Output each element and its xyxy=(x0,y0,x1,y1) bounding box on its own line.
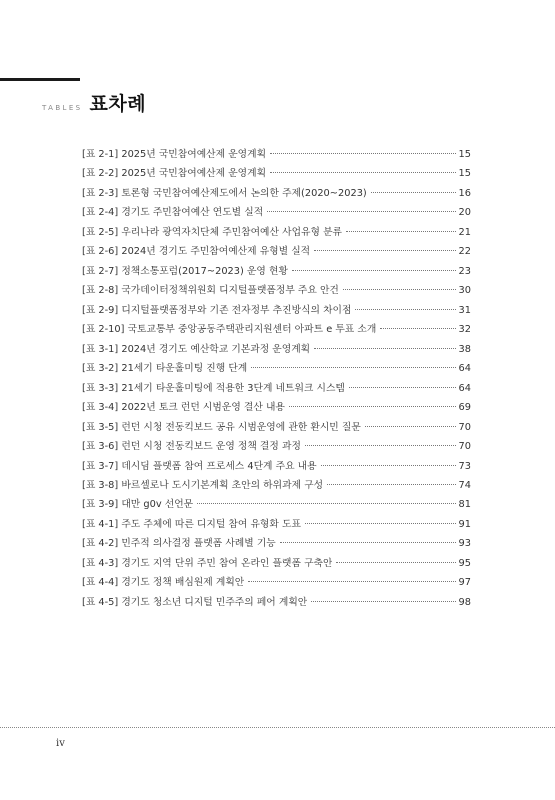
dot-leader xyxy=(289,406,456,407)
dot-leader xyxy=(343,289,456,290)
toc-entry-page: 20 xyxy=(458,207,471,219)
toc-entry[interactable] xyxy=(82,534,471,553)
toc-entry-label: [표 2-4] 경기도 주민참여예산 연도별 실적 xyxy=(82,207,264,219)
toc-entry-label: [표 3-8] 바르셀로나 도시기본계획 초안의 하위과제 구성 xyxy=(82,479,324,491)
toc-entry[interactable] xyxy=(82,145,471,164)
toc-entry[interactable] xyxy=(82,340,471,359)
dot-leader xyxy=(280,542,456,543)
dot-leader xyxy=(349,387,456,388)
toc-entry-label: [표 3-6] 런던 시청 전동킥보드 운영 정책 결정 과정 xyxy=(82,441,301,453)
toc-entry-label: [표 4-2] 민주적 의사결정 플랫폼 사례별 기능 xyxy=(82,538,276,550)
toc-entry[interactable] xyxy=(82,437,471,456)
dot-leader xyxy=(327,484,455,485)
dot-leader xyxy=(292,270,456,271)
toc-entry-label: [표 3-7] 데시딤 플랫폼 참여 프로세스 4단계 주요 내용 xyxy=(82,460,317,472)
toc-entry-page: 70 xyxy=(458,421,471,433)
toc-entry-page: 64 xyxy=(458,363,471,375)
toc-entry-page: 15 xyxy=(458,149,471,160)
toc-entry-page: 23 xyxy=(458,265,471,277)
dot-leader xyxy=(365,426,456,427)
toc-entry-page: 30 xyxy=(458,285,471,297)
toc-entry-label: [표 3-2] 21세기 타운홀미팅 진행 단계 xyxy=(82,363,248,375)
toc-entry-page: 16 xyxy=(458,187,471,199)
header-rule xyxy=(0,78,80,81)
toc-entry-label: [표 3-5] 런던 시청 전동킥보드 공유 시범운영에 관한 환시민 질문 xyxy=(82,421,361,433)
toc-entry-label: [표 2-6] 2024년 경기도 주민참여예산제 유형별 실적 xyxy=(82,246,311,258)
toc-entry[interactable] xyxy=(82,359,471,378)
dot-leader xyxy=(321,465,456,466)
toc-entry[interactable] xyxy=(82,573,471,592)
toc-entry-page: 97 xyxy=(458,577,471,589)
dot-leader xyxy=(305,445,456,446)
toc-entry[interactable] xyxy=(82,379,471,398)
dot-leader xyxy=(251,367,455,368)
toc-entry-label: [표 2-7] 정책소통포럼(2017~2023) 운영 현황 xyxy=(82,265,288,277)
dot-leader xyxy=(314,250,455,251)
toc-entry[interactable] xyxy=(82,164,471,183)
toc-entry[interactable] xyxy=(82,418,471,437)
toc-entry-label: [표 2-3] 토론형 국민참여예산제도에서 논의한 주제(2020~2023) xyxy=(82,187,367,199)
dot-leader xyxy=(311,601,455,602)
dot-leader xyxy=(270,172,455,173)
toc-entry-label: [표 4-1] 주도 주체에 따른 디지털 참여 유형화 도표 xyxy=(82,518,301,530)
toc-entry-label: [표 2-8] 국가데이터정책위원회 디지털플랫폼정부 주요 안건 xyxy=(82,285,339,297)
toc-entry[interactable] xyxy=(82,593,471,612)
toc-entry-label: [표 2-10] 국토교통부 중앙공동주택관리지원센터 아파트 e 투표 소개 xyxy=(82,324,377,336)
toc-entry-page: 69 xyxy=(458,402,471,414)
dot-leader xyxy=(380,328,455,329)
toc-entry[interactable] xyxy=(82,203,471,222)
toc-entry-page: 31 xyxy=(458,304,471,316)
dot-leader xyxy=(248,581,455,582)
toc-entry-label: [표 4-3] 경기도 지역 단위 주민 참여 온라인 플랫폼 구축안 xyxy=(82,557,333,569)
toc-entry-label: [표 3-9] 대만 g0v 선언문 xyxy=(82,499,194,511)
toc-entry-label: [표 3-4] 2022년 토크 런던 시범운영 결산 내용 xyxy=(82,402,285,414)
toc-entry[interactable] xyxy=(82,223,471,242)
toc-entry-page: 38 xyxy=(458,343,471,355)
toc-entry-label: [표 4-4] 경기도 정책 배심원제 계획안 xyxy=(82,577,245,589)
toc-entry-page: 73 xyxy=(458,460,471,472)
dot-leader xyxy=(197,503,455,504)
toc-entry[interactable] xyxy=(82,457,471,476)
toc-entry-page: 22 xyxy=(458,246,471,258)
toc-entry-page: 95 xyxy=(458,557,471,569)
page-title: 표차례 xyxy=(89,93,147,115)
toc-entry[interactable] xyxy=(82,301,471,320)
header-english-label: TABLES xyxy=(42,104,83,112)
toc-entry[interactable] xyxy=(82,515,471,534)
dot-leader xyxy=(314,348,455,349)
toc-entry[interactable] xyxy=(82,554,471,573)
section-header xyxy=(42,89,146,116)
dot-leader xyxy=(346,231,456,232)
toc-entry-page: 64 xyxy=(458,382,471,394)
toc-entry-page: 98 xyxy=(458,596,471,608)
dot-leader xyxy=(371,192,456,193)
toc-entry-page: 81 xyxy=(458,499,471,511)
toc-entry-label: [표 3-1] 2024년 경기도 예산학교 기본과정 운영계획 xyxy=(82,343,311,355)
toc-entry-page: 91 xyxy=(458,518,471,530)
toc-entry[interactable] xyxy=(82,242,471,261)
page-number: iv xyxy=(56,738,65,749)
dot-leader xyxy=(305,523,456,524)
toc-entry-label: [표 2-1] 2025년 국민참여예산제 운영계획 xyxy=(82,149,267,160)
toc-entry-page: 21 xyxy=(458,226,471,238)
toc-entry[interactable] xyxy=(82,320,471,339)
toc-entry-label: [표 2-9] 디지털플랫폼정부와 기존 전자정부 추진방식의 차이점 xyxy=(82,304,352,316)
toc-entry-page: 93 xyxy=(458,538,471,550)
dot-leader xyxy=(355,309,455,310)
table-of-tables-list xyxy=(82,145,471,612)
toc-entry-label: [표 2-5] 우리나라 광역자치단체 주민참여예산 사업유형 분류 xyxy=(82,226,342,238)
toc-entry[interactable] xyxy=(82,262,471,281)
toc-entry[interactable] xyxy=(82,476,471,495)
toc-entry[interactable] xyxy=(82,398,471,417)
toc-entry-label: [표 2-2] 2025년 국민참여예산제 운영계획 xyxy=(82,168,267,180)
toc-entry-label: [표 4-5] 경기도 청소년 디지털 민주주의 페어 계획안 xyxy=(82,596,308,608)
toc-entry[interactable] xyxy=(82,184,471,203)
toc-entry-page: 70 xyxy=(458,441,471,453)
toc-entry[interactable] xyxy=(82,495,471,514)
toc-entry-page: 32 xyxy=(458,324,471,336)
dot-leader xyxy=(270,153,455,154)
dot-leader xyxy=(267,211,455,212)
toc-entry-page: 15 xyxy=(458,168,471,180)
toc-entry-page: 74 xyxy=(458,479,471,491)
dot-leader xyxy=(336,562,455,563)
toc-entry-label: [표 3-3] 21세기 타운홀미팅에 적용한 3단계 네트워크 시스템 xyxy=(82,382,345,394)
toc-entry[interactable] xyxy=(82,281,471,300)
footer-divider xyxy=(0,727,555,728)
